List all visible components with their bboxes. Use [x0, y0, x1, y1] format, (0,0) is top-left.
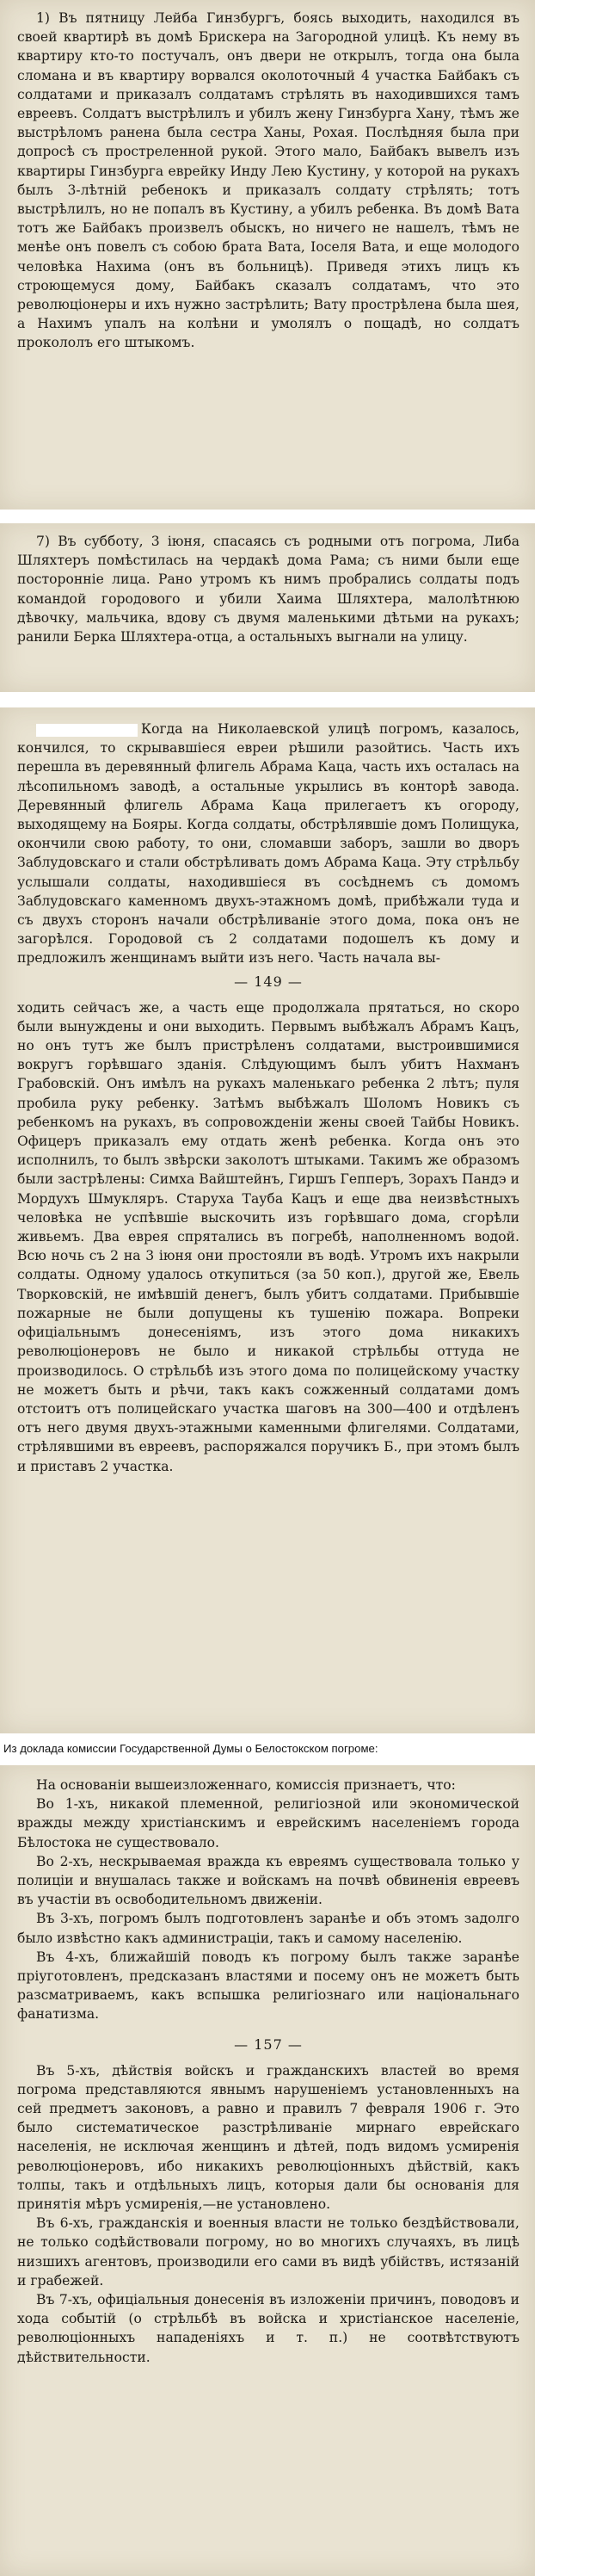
testimony-paragraph-katz: [17, 720, 519, 968]
conclusion-5: Въ 5-хъ, дѣйствія войскъ и гражданскихъ властей во время погрома представляются явнымъ нарушеніемъ установленныхъ на сей предметъ законовъ, а равно и правилъ 7 февраля 1906 г. Это было систематическое разстрѣливаніе мирнаго еврейскаго населенія, не исключая женщинъ и дѣтей, подъ видомъ усмиренія революціонеровъ, ибо никакихъ революціонныхъ дѣйствій, какъ толпы, такъ и отдѣльныхъ лицъ, которыя дали бы основанія для принятія мѣръ усмиренія,—не установлено.: [17, 2062, 519, 2213]
scan-block-4: [0, 1765, 535, 2576]
page-number-149: — 149 —: [234, 973, 303, 990]
testimony-paragraph-7: 7) Въ субботу, 3 іюня, спасаясь съ родными отъ погрома, Либа Шляхтеръ помѣстилась на чердакѣ дома Рама; съ ними были еще посторонніе лица. Рано утромъ къ нимъ пробрались солдаты подъ командой городового и убили Хаима Шляхтера, малолѣтнюю дѣвочку, мальчика, вдову съ двумя маленькими дѣтьми на рукахъ; ранили Берка Шляхтера-отца, а остальныхъ выгнали на улицу.: [17, 534, 519, 646]
katz-text-part-2: ходить сейчасъ же, а часть еще продолжала прятаться, но скоро были вынуждены и они выходить. Первымъ выбѣжалъ Абрамъ Кацъ, но онъ тутъ же былъ пристрѣленъ солдатами, выстроившимися вокругъ горѣвшаго зданія. Слѣдующимъ былъ убитъ Нахманъ Грабовскій. Онъ имѣлъ на рукахъ маленькаго ребенка 2 лѣтъ; пуля пробила руку ребенку. Затѣмъ выбѣжалъ Шоломъ Новикъ съ ребенкомъ на рукахъ, въ сопровожденіи жены своей Тайбы Новикъ. Офицеръ приказалъ ему отдать женѣ ребенка. Когда онъ это исполнилъ, то былъ звѣрски заколотъ штыками. Такимъ же образомъ были застрѣлены: Симха Вайштейнъ, Гиршъ Гепперъ, Зорахъ Пандэ и Мордухъ Шмукляръ. Старуха Тауба Кацъ и еще два неизвѣстныхъ человѣка не успѣвшіе выскочить изъ горѣвшаго дома, сгорѣли живьемъ. Два еврея спрятались въ погребѣ, наполненномъ водой. Всю ночь съ 2 на 3 іюня они простояли въ водѣ. Утромъ ихъ накрыли солдаты. Одному удалось откупиться (за 50 коп.), другой же, Евель Творковскій, не имѣвшій денегъ, былъ убитъ солдатами. Прибывшіе пожарные не были допущены къ тушенію пожара. Вопреки офиціальнымъ донесеніямъ, изъ этого дома никакихъ революціонеровъ не было и никакой стрѣльбы оттуда не производилось. О стрѣльбѣ изъ этого дома по полицейскому участку не можетъ быть и рѣчи, такъ какъ сожженный солдатами домъ отстоитъ отъ полицейскаго участка шаговъ на 300—400 и отдѣленъ отъ него двумя двухъ-этажными каменными флигелями. Солдатами, стрѣлявшими въ евреевъ, распоряжался поручикъ Б., при этомъ былъ и приставъ 2 участка.: [17, 999, 519, 1474]
conclusion-4: Въ 4-хъ, ближайшій поводъ къ погрому былъ также заранѣе пріуготовленъ, предсказанъ властями и посему онъ не можетъ быть разсматриваемъ, какъ вспышка религіознаго или національнаго фанатизма.: [17, 1949, 519, 2023]
conclusion-2: Во 2-хъ, нескрываемая вражда къ евреямъ существовала только у полиціи и внушалась также и войскамъ на почвѣ обвиненія евреевъ въ участіи въ освободительномъ движеніи.: [17, 1853, 519, 1908]
duma-report-caption: Из доклада комиссии Государственной Думы о Белостокском погроме:: [3, 1742, 378, 1755]
conclusion-intro: На основаніи вышеизложеннаго, комиссія признаетъ, что:: [36, 1777, 456, 1793]
conclusion-1: Во 1-хъ, никакой племенной, религіозной или экономической вражды между христіанскимъ и еврейскимъ населеніемъ города Бѣлостока не существовало.: [17, 1796, 519, 1850]
scan-block-2: [0, 523, 535, 692]
page-number-157: — 157 —: [234, 2035, 303, 2053]
scan-block-3: [0, 707, 535, 1733]
conclusion-6: Въ 6-хъ, гражданскія и военныя власти не только бездѣйствовали, не только содѣйствовали погрому, но во многихъ случаяхъ, въ лицѣ низшихъ агентовъ, производили его сами въ видѣ убійствъ, истязаній и грабежей.: [17, 2215, 519, 2289]
conclusion-7: Въ 7-хъ, офиціальныя донесенія въ изложеніи причинъ, поводовъ и хода событій (о стрѣльбѣ въ войска и христіанское населеніе, революціонныхъ нападеніяхъ и т. п.) не соотвѣтствуютъ дѣйствительности.: [17, 2292, 519, 2365]
conclusion-3: Въ 3-хъ, погромъ былъ подготовленъ заранѣе и объ этомъ задолго было извѣстно какъ администраціи, такъ и самому населенію.: [17, 1911, 519, 1946]
katz-text-part-1: Когда на Николаевской улицѣ погромъ, казалось, кончился, то скрывавшіеся евреи рѣшили разойтись. Часть ихъ перешла въ деревянный флигель Абрама Каца, часть ихъ осталась на лѣсопильномъ заводѣ, а остальные укрылись въ конторѣ завода. Деревянный флигель Абрама Каца прилегаетъ къ огороду, выходящему на Бояры. Когда солдаты, обстрѣлявшіе домъ Полищука, окончили свою работу, то они, сломавши заборъ, зашли во дворъ Заблудовскаго и стали обстрѣливать домъ Абрама Каца. Эту стрѣльбу услышали солдаты, находившіеся въ сосѣднемъ съ домомъ Заблудовскаго каменномъ двухъ-этажномъ домѣ, прибѣжали туда и съ двухъ сторонъ начали обстрѣливаніе этого дома, пока онъ не загорѣлся. Городовой съ 2 солдатами подошелъ къ дому и предложилъ женщинамъ выйти изъ него. Часть начала вы-: [17, 721, 519, 967]
redaction-mark: [36, 724, 138, 737]
scan-block-1: [0, 0, 535, 510]
testimony-paragraph-1: 1) Въ пятницу Лейба Гинзбургъ, боясь выходить, находился въ своей квартирѣ въ домѣ Брискера на Загородной улицѣ. Къ нему въ квартиру кто-то постучалъ, онъ двери не открылъ, тогда она была сломана и въ квартиру ворвался околоточный 4 участка Байбакъ съ солдатами и приказалъ солдатамъ стрѣлять въ находившихся тамъ евреевъ. Солдатъ выстрѣлилъ и убилъ жену Гинзбурга Хану, тѣмъ же выстрѣломъ ранена была сестра Ханы, Рохая. Послѣдняя была при допросѣ съ простреленной рукой. Этого мало, Байбакъ вывелъ изъ квартиры Гинзбурга еврейку Инду Лею Кустину, у которой на рукахъ былъ 3-лѣтній ребенокъ и приказалъ солдату стрѣлять; тотъ выстрѣлилъ, но не попалъ въ Кустину, а убилъ ребенка. Въ домѣ Вата тотъ же Байбакъ произвелъ обыскъ, но ничего не нашелъ, тѣмъ не менѣе онъ повелъ съ собою брата Вата, Іоселя Вата, и еще молодого человѣка Нахима (онъ въ больницѣ). Приведя этихъ лицъ къ строющемуся дому, Байбакъ сказалъ солдатамъ, что это революціонеры и ихъ нужно застрѣлить; Вату прострѣлена была шея, а Нахимъ упалъ на колѣни и умолялъ о пощадѣ, но солдатъ прокололъ его штыкомъ.: [17, 10, 519, 351]
